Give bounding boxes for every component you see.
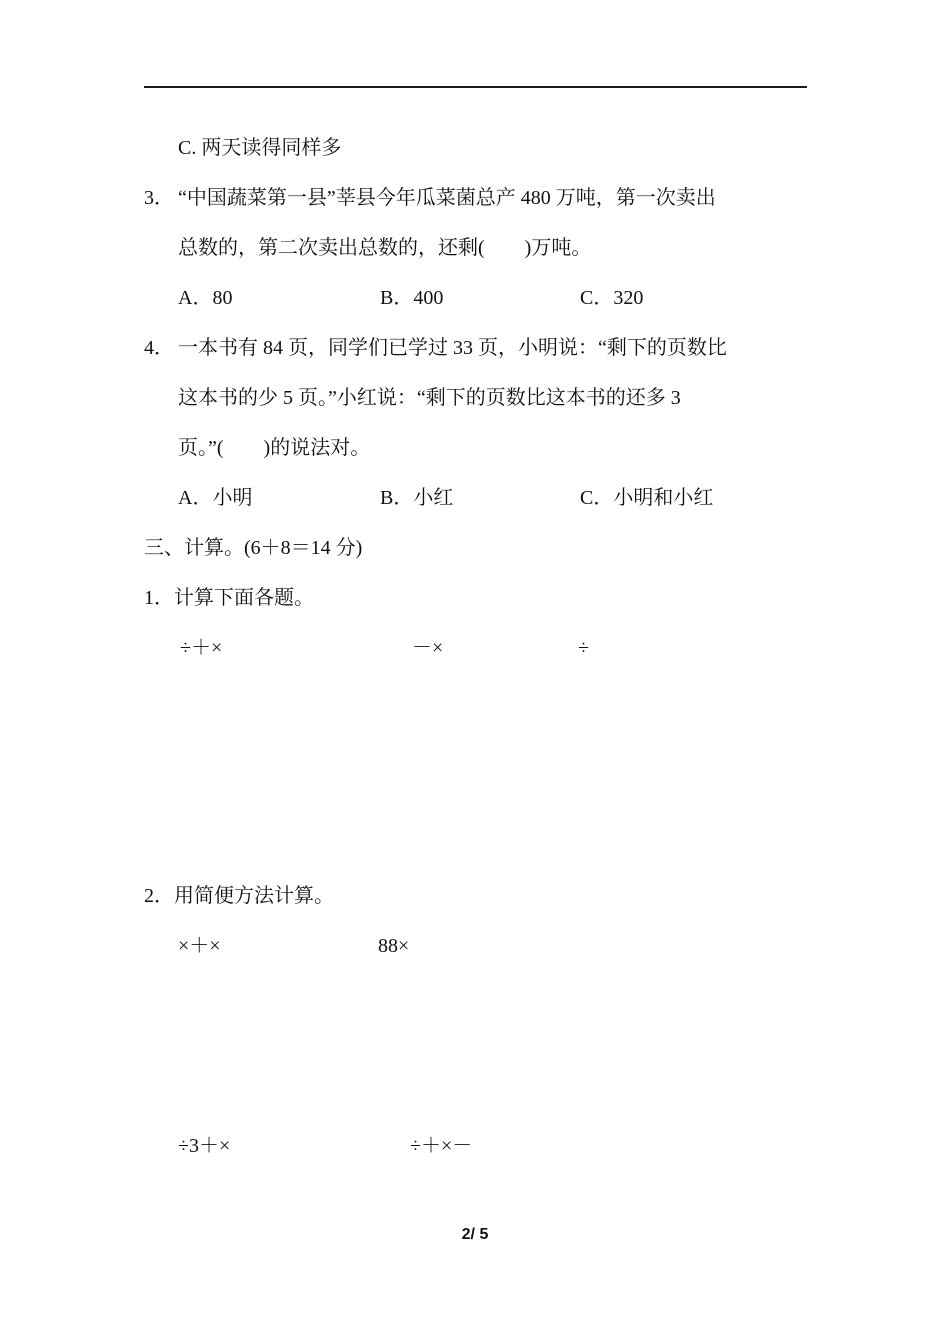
section-3-heading: 三、计算。(6＋8＝14 分) (144, 537, 363, 559)
calc-expr-2: －× (412, 637, 444, 659)
header-rule (144, 86, 807, 88)
q4-line-3: 页。”( )的说法对。 (178, 437, 371, 459)
q2-option-c: C. 两天读得同样多 (178, 137, 342, 159)
q4-number: 4． (144, 337, 174, 359)
q3-option-a: A．80 (178, 287, 233, 309)
q3-line-1: “中国蔬菜第一县”莘县今年瓜菜菌总产 480 万吨，第一次卖出 (178, 187, 716, 209)
simple-expr-2: 88× (378, 935, 410, 957)
simple-expr-1: ×＋× (178, 935, 221, 957)
q4-line-1: 一本书有 84 页，同学们已学过 33 页，小明说：“剩下的页数比 (178, 337, 727, 359)
part-1-label: 1．计算下面各题。 (144, 587, 314, 609)
q4-option-a: A．小明 (178, 487, 253, 509)
q3-option-b: B．400 (380, 287, 444, 309)
simple-expr-3: ÷3＋× (178, 1135, 231, 1157)
calc-expr-3: ÷ (578, 637, 589, 659)
part-2-label: 2．用简便方法计算。 (144, 885, 334, 907)
q4-option-c: C．小明和小红 (580, 487, 714, 509)
simple-expr-4: ÷＋×－ (410, 1135, 473, 1157)
q4-line-2: 这本书的少 5 页。”小红说：“剩下的页数比这本书的还多 3 (178, 387, 681, 409)
q4-option-b: B．小红 (380, 487, 454, 509)
q3-number: 3． (144, 187, 174, 209)
page-number: 2/ 5 (461, 1226, 489, 1243)
q3-line-2: 总数的，第二次卖出总数的，还剩( )万吨。 (178, 237, 592, 259)
calc-expr-1: ÷＋× (180, 637, 223, 659)
q3-option-c: C．320 (580, 287, 644, 309)
